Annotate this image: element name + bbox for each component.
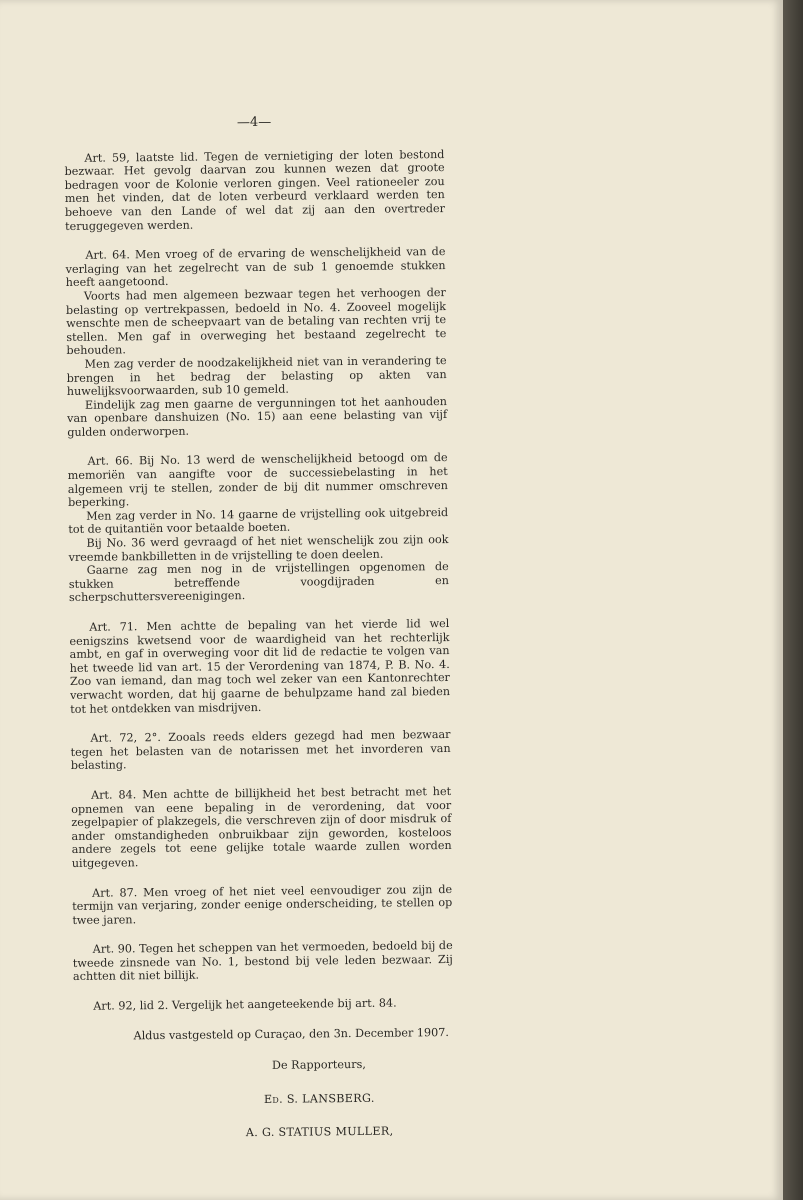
paragraph-text: Gaarne zag men nog in de vrijstellingen opgenomen de stukken betreffende voogdijraden en scherpschuttersvereenigingen. xyxy=(68,560,449,605)
paragraph-text: Art. 87. Men vroeg of het niet veel eenvoudiger zou zijn de termijn van verjaring, zonder eenige onderscheiding, te stellen op twee jaren. xyxy=(72,882,453,927)
paragraph-text: Men zag verder in No. 14 gaarne de vrijstelling ook uitgebreid tot de quitantiën voor betaalde boeten. xyxy=(68,505,449,537)
paragraph-text: Art. 84. Men achtte de billijkheid het best betracht met het opnemen van eene bepaling in de verordening, dat voor zegelpapier of plakzegels, die verschreven zijn of door misdruk of ander omstandigheden onbruikbaar zijn geworden, kosteloos andere zegels tot eene gelijke totale waarde zullen worden uitgegeven. xyxy=(71,784,452,870)
article-paragraph xyxy=(68,451,450,605)
closing-line: Aldus vastgesteld op Curaçao, den 3n. December 1907. xyxy=(133,1025,449,1042)
article-paragraph xyxy=(73,939,453,984)
article-paragraph xyxy=(69,617,450,716)
page-number: —4— xyxy=(236,114,272,131)
article-paragraph xyxy=(65,245,447,439)
paragraph-text: Art. 92, lid 2. Vergelijk het aangeteekende bij art. 84. xyxy=(93,996,397,1013)
paragraph-text: Art. 64. Men vroeg of de ervaring de wenschelijkheid van de verlaging van het zegelrecht van de sub 1 genoemde stukken heeft aangetoond. xyxy=(65,245,446,290)
signer-name-1: Ed. S. LANSBERG. xyxy=(263,1091,375,1106)
rapporteurs-label: De Rapporteurs, xyxy=(271,1058,366,1073)
paragraph-text: Bij No. 36 werd gevraagd of het niet wenschelijk zou zijn ook vreemde bankbilletten in de vrijstelling te doen deelen. xyxy=(68,533,449,564)
paragraph-text: Eindelijk zag men gaarne de vergunningen tot het aanhouden van openbare danshuizen (No. 15) aan eene belasting van vijf gulden onderworpen. xyxy=(67,394,448,439)
article-paragraph xyxy=(71,785,452,871)
paragraph-text: Art. 66. Bij No. 13 werd de wenschelijkheid betoogd om de memoriën van aangifte voor de successiebelasting in het algemeen vrij te stellen, zonder de bij dit nummer omschreven beperking. xyxy=(67,451,448,510)
paragraph-text: Art. 90. Tegen het scheppen van het vermoeden, bedoeld bij de tweede zinsnede van No. 1, bestond bij vele leden bezwaar. Zij achtten dit niet billijk. xyxy=(72,939,453,984)
paragraph-text: Art. 71. Men achtte de bepaling van het vierde lid wel eenigszins kwetsend voor de waardigheid van het rechterlijk ambt, en gaf in overweging voor dit lid de redactie te volgen van het tweede lid van art. 15 der Verordening van 1874, P. B. No. 4. Zoo van iemand, dan mag toch wel zeker van een Kantonrechter verwacht worden, dat hij gaarne de behulpzame hand zal bieden tot het ontdekken van misdrijven. xyxy=(69,616,451,716)
document-text-block xyxy=(64,114,455,1162)
scan-edge xyxy=(783,0,803,1200)
article-paragraph xyxy=(64,148,445,234)
article-paragraph xyxy=(73,996,453,1014)
signer-name-2: A. G. STATIUS MULLER, xyxy=(245,1125,394,1140)
paragraph-text: Art. 59, laatste lid. Tegen de vernietiging der loten bestond bezwaar. Het gevolg daarvan zou kunnen wezen dat groote bedragen voor de Kolonie verloren gingen. Veel rationeeler zou men het vinden, dat de loten verbeurd verklaard werden ten behoeve van den Lande of wel dat zij aan den overtreder teruggegeven werden. xyxy=(64,147,446,233)
article-paragraph xyxy=(70,728,450,773)
article-list xyxy=(64,148,453,1014)
article-paragraph xyxy=(72,882,452,927)
paragraph-text: Voorts had men algemeen bezwaar tegen het verhoogen der belasting op vertrekpassen, bedoeld in No. 4. Zooveel mogelijk wenschte men de scheepvaart van de betaling van rechten vrij te stellen. Men gaf in overweging het bestaand zegelrecht te behouden. xyxy=(65,285,447,358)
paragraph-text: Art. 72, 2°. Zooals reeds elders gezegd had men bezwaar tegen het belasten van de notarissen met het invorderen van belasting. xyxy=(70,728,451,773)
paragraph-text: Men zag verder de noodzakelijkheid niet van in verandering te brengen in het bedrag der belasting op akten van huwelijksvoorwaarden, sub 10 gemeld. xyxy=(66,353,447,399)
